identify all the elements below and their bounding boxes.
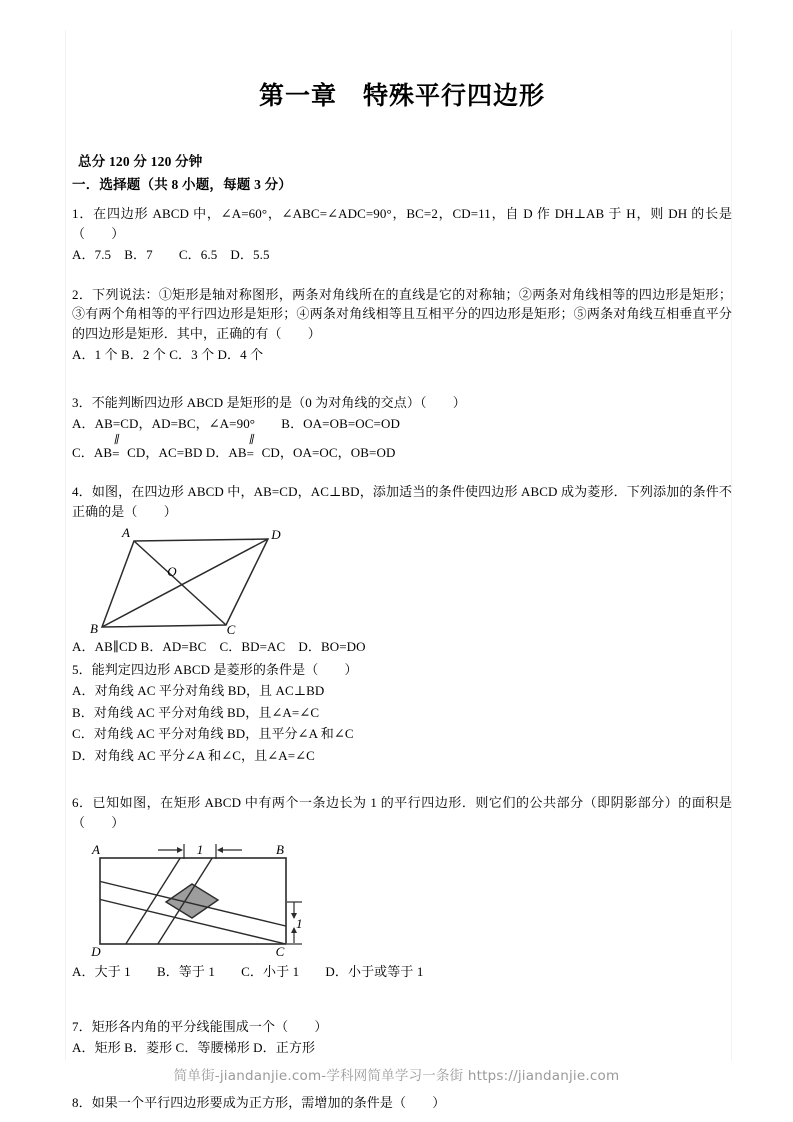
- figure-label-d: D: [271, 527, 281, 542]
- question-6-stem: 6．已知如图，在矩形 ABCD 中有两个一条边长为 1 的平行四边形．则它们的公共部分（即阴影部分）的面积是（ ）: [72, 795, 732, 830]
- figure6-label-a: A: [92, 842, 100, 857]
- question-2-options: A．1 个 B．2 个 C．3 个 D．4 个: [72, 347, 264, 362]
- section-heading: 一．选择题（共 8 小题，每题 3 分）: [72, 177, 292, 192]
- spacer: [72, 765, 732, 782]
- figure-label-o: O: [167, 564, 177, 579]
- question-3-option-ab: A．AB=CD，AD=BC，∠A=90° B．OA=OB=OC=OD: [72, 416, 400, 431]
- question-6-figure: [84, 840, 354, 960]
- question-7-stem: 7．矩形各内角的平分线能围成一个（ ）: [72, 1018, 328, 1034]
- question-5-option-b: B．对角线 AC 平分对角线 BD，且∠A=∠C: [72, 704, 320, 720]
- top-dimension-label: 1: [196, 842, 204, 857]
- page-frame-left: [65, 30, 66, 1060]
- question-7-options: A．矩形 B．菱形 C．等腰梯形 D．正方形: [72, 1040, 316, 1055]
- figure-label-b: B: [90, 621, 98, 635]
- question-3-option-c-post: CD，OA=OC，OB=OD: [261, 444, 396, 460]
- question-4-stem: 4．如图，在四边形 ABCD 中，AB=CD，AC⊥BD，添加适当的条件使四边形 ABCD 成为菱形．下列添加的条件不正确的是（ ）: [72, 484, 732, 519]
- spacer: [72, 265, 732, 274]
- parallel-equal-icon: [246, 433, 262, 461]
- question-1-stem: 1．在四边形 ABCD 中，∠A=60°，∠ABC=∠ADC=90°，BC=2，CD=11，自 D 作 DH⊥AB 于 H，则 DH 的长是（ ）: [72, 206, 732, 241]
- question-5-option-a: A．对角线 AC 平分对角线 BD，且 AC⊥BD: [72, 683, 325, 698]
- right-dimension-label: 1: [296, 916, 303, 931]
- question-4-figure: [86, 527, 316, 635]
- equals-glyph: =: [246, 445, 255, 461]
- page-title: 第一章 特殊平行四边形: [258, 81, 545, 110]
- question-3-option-c-mid: CD，AC=BD D．AB: [127, 444, 247, 460]
- rectangle-two-parallelograms-diagram: [84, 840, 354, 960]
- diagonal-ac: [134, 541, 226, 625]
- spacer: [72, 462, 732, 471]
- figure6-label-d: D: [91, 944, 101, 959]
- exam-meta: 总分 120 分 120 分钟: [78, 154, 203, 169]
- document-content: [72, 0, 732, 1112]
- parallel-slashes-glyph: ∥: [247, 433, 256, 446]
- question-5-option-c: C．对角线 AC 平分对角线 BD，且平分∠A 和∠C: [72, 726, 354, 741]
- question-4-options: A．AB∥CD B．AD=BC C．BD=AC D．BO=DO: [72, 639, 366, 654]
- question-8-stem: 8．如果一个平行四边形要成为正方形，需增加的条件是（ ）: [72, 1094, 446, 1110]
- figure-label-a: A: [122, 527, 130, 540]
- parallel-equal-icon: [112, 433, 127, 461]
- spacer: [72, 365, 732, 382]
- spacer: [72, 982, 732, 1006]
- diagonal-bd: [102, 539, 268, 627]
- top-dim-arrowhead-left: [217, 847, 223, 853]
- question-6-options: A．大于 1 B．等于 1 C．小于 1 D．小于或等于 1: [72, 964, 424, 979]
- page-footer: 简单街-jiandanjie.com-学科网简单学习一条街 https://jiandanjie.com: [173, 1068, 620, 1084]
- figure-label-c: C: [226, 622, 236, 635]
- question-3-option-c-pre: C．AB: [72, 444, 113, 460]
- question-2-stem: 2．下列说法：①矩形是轴对称图形，两条对角线所在的直线是它的对称轴；②两条对角线相等的四边形是矩形；③有两个角相等的平行四边形是矩形；④两条对角线相等且互相平分的四边形是矩形；⑤两条对角线互相垂直平分的四边形是矩形．其中，正确的有（ ）: [72, 286, 732, 341]
- question-5-option-d: D．对角线 AC 平分∠A 和∠C，且∠A=∠C: [72, 747, 315, 763]
- figure6-label-c: C: [275, 944, 285, 959]
- parallelogram-abcd-diagram: [86, 527, 316, 635]
- question-5-stem: 5．能判定四边形 ABCD 是菱形的条件是（ ）: [72, 661, 358, 677]
- question-1-options: A．7.5 B．7 C．6.5 D．5.5: [72, 247, 270, 262]
- question-3-option-cd: [72, 433, 732, 463]
- question-3-stem: 3．不能判断四边形 ABCD 是矩形的是（0 为对角线的交点）（ ）: [72, 394, 466, 410]
- parallel-slashes-glyph: ∥: [112, 433, 121, 446]
- equals-glyph: =: [112, 445, 120, 461]
- top-dim-arrowhead-right: [177, 847, 183, 853]
- figure6-label-b: B: [276, 842, 284, 857]
